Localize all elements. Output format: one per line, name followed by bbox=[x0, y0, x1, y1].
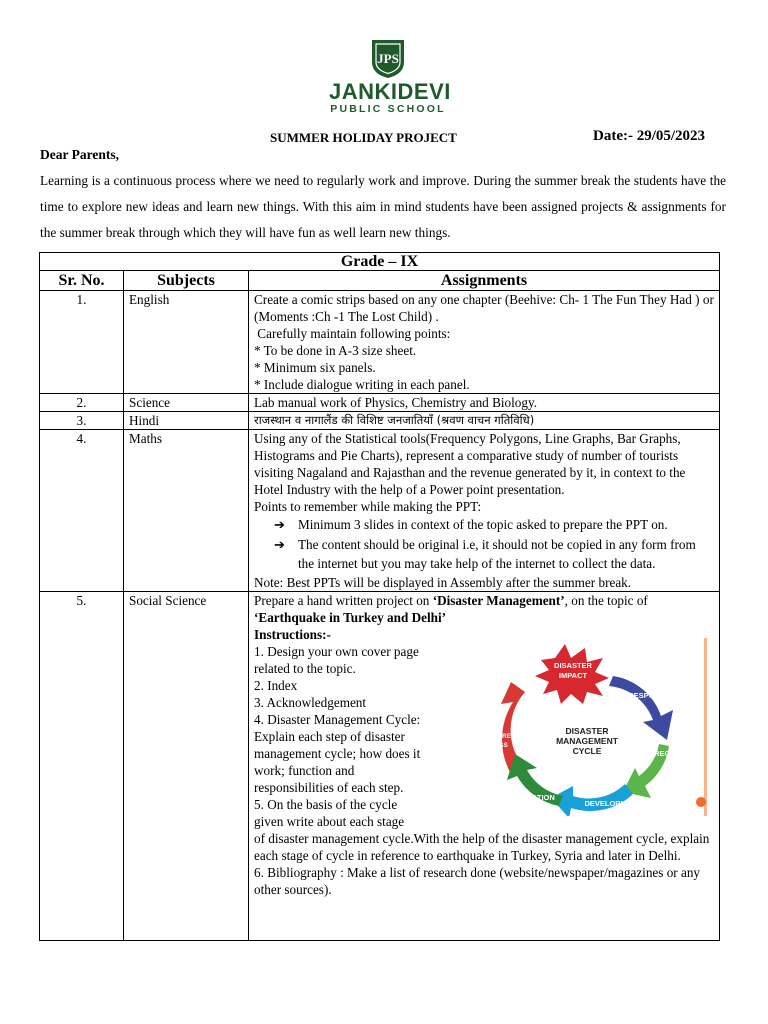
impact-label-line: DISASTER bbox=[554, 660, 592, 670]
row-assignment bbox=[249, 430, 720, 592]
row-subject: Social Science bbox=[124, 591, 249, 940]
school-crest-icon bbox=[368, 36, 408, 80]
accent-dot bbox=[696, 797, 706, 807]
row-sr: 1. bbox=[40, 291, 124, 394]
arrow-right-icon: ➔ bbox=[274, 536, 285, 552]
ss-instructions bbox=[254, 643, 424, 830]
table-row bbox=[40, 591, 720, 940]
assignment-line: * Include dialogue writing in each panel. bbox=[254, 377, 470, 392]
assignment-line: * To be done in A-3 size sheet. bbox=[254, 343, 417, 358]
instruction-item: 3. Acknowledgement bbox=[254, 694, 367, 710]
instruction-item: 2. Index bbox=[254, 677, 298, 693]
cycle-center-line: CYCLE bbox=[572, 745, 602, 756]
ss-instructions-label: Instructions:- bbox=[254, 626, 331, 642]
row-assignment: राजस्थान व नागालैंड की विशिष्ट जनजातियाँ (श्रवण वाचन गतिविधि) bbox=[249, 412, 720, 430]
ss-continuation: of disaster management cycle.With the help of the disaster management cycle, explain each stage of cycle in reference to earthquake in Turkey, Syria and later in Delhi. bbox=[254, 830, 710, 863]
cycle-center-line: MANAGEMENT bbox=[556, 735, 618, 746]
school-name: JANKIDEVI bbox=[329, 79, 451, 104]
instruction-item: 1. Design your own cover page related to the topic. bbox=[254, 643, 419, 676]
table-row bbox=[40, 394, 720, 412]
row-subject: Maths bbox=[124, 430, 249, 592]
row-sr: 3. bbox=[40, 412, 124, 430]
document-title: SUMMER HOLIDAY PROJECT bbox=[270, 130, 457, 145]
social-science-content bbox=[254, 592, 714, 940]
stage-label-mitigation: MITIGATION bbox=[511, 792, 555, 802]
school-logo bbox=[329, 36, 451, 120]
disaster-management-cycle-diagram bbox=[463, 638, 709, 816]
maths-point: ➔ Minimum 3 slides in context of the topic asked to prepare the PPT on. bbox=[254, 515, 714, 535]
ss-bibliography: 6. Bibliography : Make a list of research done (website/newspaper/magazines or any other sources). bbox=[254, 864, 701, 897]
greeting: Dear Parents, bbox=[40, 147, 119, 162]
row-sr: 5. bbox=[40, 591, 124, 940]
row-subject: Science bbox=[124, 394, 249, 412]
row-subject: English bbox=[124, 291, 249, 394]
ss-intro: Prepare a hand written project on ‘Disaster Management’, on the topic of ‘Earthquake in Turkey and Delhi’ bbox=[254, 592, 648, 625]
document-date: Date:- 29/05/2023 bbox=[593, 128, 706, 144]
assignment-line: Create a comic strips based on any one chapter (Beehive: Ch- 1 The Fun They Had ) or (Moments :Ch -1 The Lost Child) . bbox=[254, 292, 714, 324]
row-assignment bbox=[249, 291, 720, 394]
maths-intro: Using any of the Statistical tools(Frequency Polygons, Line Graphs, Bar Graphs, Histograms and Pie Charts), represent a comparative study of number of tourists visiting Nagaland and Rajasthan and the revenue generated by it, in context to the Hotel Industry with the help of a Power point presentation. bbox=[254, 431, 686, 497]
stage-label-preparedness: PREPARED- bbox=[480, 732, 518, 740]
intro-paragraph: Learning is a continuous process where we need to regularly work and improve. During the summer break the students have the time to explore new ideas and learn new things. With this aim in mind students have been assigned projects & assignments for the summer break through which they will have fun as well learn new things. bbox=[40, 173, 726, 240]
instruction-item: 5. On the basis of the cycle given write about each stage bbox=[254, 796, 405, 829]
assignment-line: * Minimum six panels. bbox=[254, 360, 376, 375]
crest-monogram: JPS bbox=[377, 51, 399, 66]
maths-note: Note: Best PPTs will be displayed in Assembly after the summer break. bbox=[254, 574, 632, 590]
row-sr: 4. bbox=[40, 430, 124, 592]
table-row bbox=[40, 412, 720, 430]
school-subname: PUBLIC SCHOOL bbox=[330, 103, 446, 115]
header-sr-no: Sr. No. bbox=[40, 271, 124, 291]
impact-label-line: IMPACT bbox=[558, 670, 588, 680]
arrow-right-icon: ➔ bbox=[274, 517, 285, 532]
header-assignments: Assignments bbox=[249, 271, 720, 291]
instruction-item: 4. Disaster Management Cycle: Explain each step of disaster management cycle; how does it work; function and responsibilities of each step. bbox=[254, 711, 421, 795]
header-subjects: Subjects bbox=[124, 271, 249, 291]
row-assignment: Lab manual work of Physics, Chemistry and Biology. bbox=[249, 394, 720, 412]
stage-label-preparedness: NESS bbox=[490, 741, 508, 749]
row-sr: 2. bbox=[40, 394, 124, 412]
cycle-center-line: DISASTER bbox=[565, 725, 609, 736]
assignment-line: Carefully maintain following points: bbox=[254, 326, 451, 341]
stage-label-recovery: RECOVERY bbox=[654, 748, 696, 758]
stage-label-response: RESPONSE bbox=[628, 690, 670, 700]
accent-bar bbox=[704, 638, 707, 816]
row-assignment bbox=[249, 591, 720, 940]
table-row bbox=[40, 430, 720, 592]
grade-heading: Grade – IX bbox=[40, 253, 720, 271]
row-subject: Hindi bbox=[124, 412, 249, 430]
maths-point: ➔ The content should be original i.e, it should not be copied in any form from the internet but you may take help of the internet to collect the data. bbox=[274, 536, 696, 571]
stage-label-development: DEVELOPMENT bbox=[584, 798, 642, 808]
maths-points-heading: Points to remember while making the PPT: bbox=[254, 499, 482, 514]
table-row bbox=[40, 291, 720, 394]
table-header-row bbox=[40, 271, 720, 291]
assignments-table bbox=[39, 252, 720, 941]
